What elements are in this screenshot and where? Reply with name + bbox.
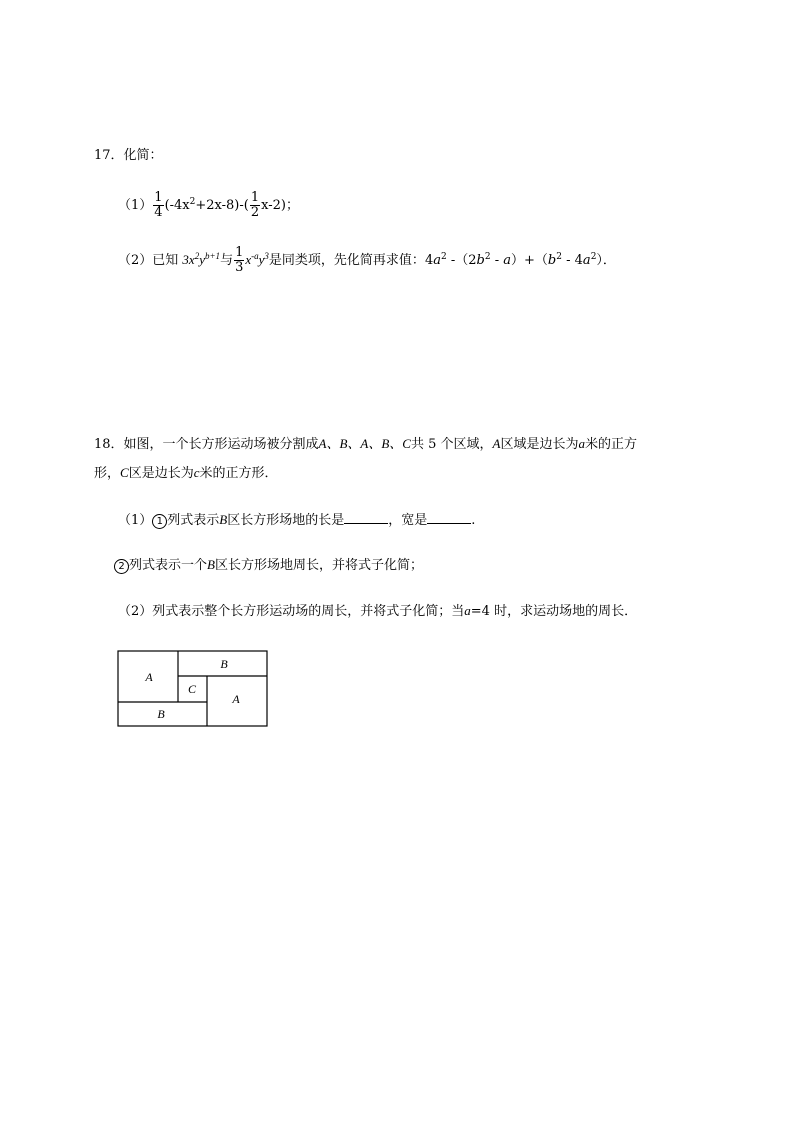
q18-title-line1: 18．如图，一个长方形运动场被分割成A、B、A、B、C共 5 个区域，A区域是边长为a米的正方 <box>94 436 638 452</box>
q17-p2-frac: $\frac{1}{3}$ <box>235 245 244 275</box>
q17-p1-frac2: $\frac{1}{2}$ <box>250 190 260 220</box>
circled-number-2: 2 <box>114 559 129 574</box>
answer-blank-width <box>427 511 471 524</box>
label-b-top: B <box>220 657 228 671</box>
q17-p1-frac1: $\frac{1}{4}$ <box>154 190 163 220</box>
q18-part1b: 2 列式表示一个B区长方形场地周长，并将式子化简； <box>114 557 423 574</box>
q17-p2-expr: $3x^2y^{b+1}$ <box>182 251 221 267</box>
q17-p2-value: $4a^2$ $-(2b^2 - a)+(b^2 - 4a^2)$． <box>424 252 616 268</box>
label-b-bottom: B <box>157 707 165 721</box>
q17-p2-term: $x^{-a}y^3$ <box>245 251 269 267</box>
q17-title: 17．化简： <box>94 148 163 163</box>
answer-blank-length <box>344 511 388 524</box>
q17-p2-label: （2）已知 <box>118 253 179 268</box>
label-c: C <box>187 682 197 696</box>
q17-p2-same: 是同类项，先化简再求值： <box>268 253 425 268</box>
circled-number-1: 1 <box>152 514 167 529</box>
label-a-left: A <box>145 670 153 684</box>
q18-regions: A、B、A、B、C <box>318 436 411 451</box>
q18-part1: （1） 1 列式表示B区长方形场地的长是 ，宽是 . <box>118 512 476 528</box>
q17-p2-and: 与 <box>220 253 234 268</box>
q17-p1-end: x-2)； <box>261 198 299 213</box>
q17-part1 <box>118 189 299 223</box>
q17-p1-exp: 2 <box>189 197 196 207</box>
q17-p1-paren: (-4x <box>164 198 190 213</box>
q18-title-line2: 形，C区是边长为c米的正方形． <box>94 465 278 481</box>
q17-part2 <box>118 243 616 277</box>
label-a-right: A <box>232 692 240 706</box>
q18-part2: （2）列式表示整个长方形运动场的周长，并将式子化简；当a=4 时，求运动场地的周长． <box>118 603 638 619</box>
sports-field-figure <box>117 650 269 728</box>
q17-p1-rest: +2x-8)-( <box>195 198 249 213</box>
q17-p1-label: （1） <box>118 198 153 213</box>
